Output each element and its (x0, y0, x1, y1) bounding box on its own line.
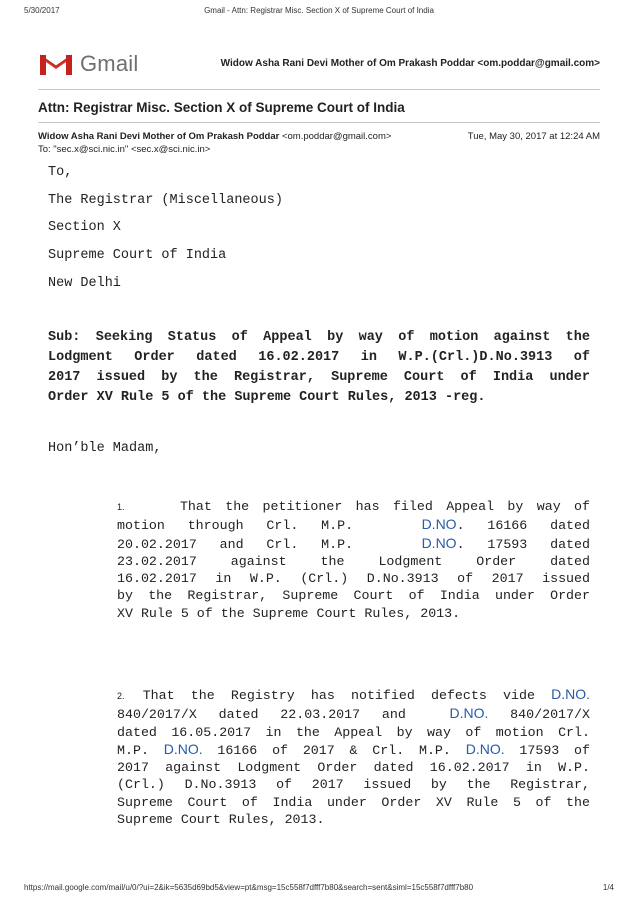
header-divider (38, 89, 600, 90)
paragraph-2 (117, 686, 590, 828)
account-line: Widow Asha Rani Devi Mother of Om Prakash Poddar <om.poddar@gmail.com> (220, 58, 600, 69)
dno-link[interactable]: D.NO (421, 516, 457, 533)
print-url: https://mail.google.com/mail/u/0/?ui=2&ik=5635d69bd5&view=pt&msg=15c558f7dfff7b80&search=sent&siml=15c558f7dfff7b80 (24, 883, 474, 892)
dno-link[interactable]: D.NO. (465, 740, 505, 757)
subject-statement-line: Sub: Seeking Status of Appeal by way of motion against the (48, 330, 590, 345)
paragraph-text: That the Registry has notified defects vide (142, 688, 535, 703)
paragraph-text: dated 16.05.2017 in the Appeal by way of motion Crl. (117, 724, 590, 740)
paragraph-text: 16.02.2017 in W.P. (Crl.) D.No.3913 of 2017 issued (117, 571, 590, 587)
subject-statement-line: Order XV Rule 5 of the Supreme Court Rules, 2013 -reg. (48, 390, 486, 405)
address-line: New Delhi (48, 276, 121, 291)
gmail-logo-text: Gmail (80, 51, 139, 76)
address-line: To, (48, 165, 73, 180)
sender (38, 131, 391, 142)
paragraph-number: 2. (117, 691, 125, 701)
dno-link[interactable]: D.NO (421, 534, 457, 551)
print-date: 5/30/2017 (24, 6, 60, 15)
subject-statement-line: 2017 issued by the Registrar, Supreme Court of India under (48, 370, 590, 385)
subject-statement-line: Lodgment Order dated 16.02.2017 in W.P.(Crl.)D.No.3913 of (48, 350, 590, 365)
sender-name: Widow Asha Rani Devi Mother of Om Prakash Poddar (38, 131, 280, 142)
message-date: Tue, May 30, 2017 at 12:24 AM (467, 131, 600, 142)
dno-link[interactable]: D.NO. (163, 740, 203, 757)
print-header (24, 6, 614, 20)
paragraph-text: M.P. (117, 742, 149, 758)
dno-link[interactable]: D.NO. (449, 705, 489, 722)
print-title: Gmail - Attn: Registrar Misc. Section X of Supreme Court of India (204, 6, 434, 15)
gmail-logo[interactable] (38, 49, 138, 79)
gmail-logo-icon (38, 51, 74, 77)
paragraph-text: 840/2017/X (488, 707, 590, 723)
subject-divider (38, 122, 600, 123)
paragraph-text: 840/2017/X dated 22.03.2017 and (117, 707, 406, 723)
address-line: Supreme Court of India (48, 248, 227, 263)
paragraph-text: Supreme Court of India under Order XV Rule 5 of the (117, 794, 590, 810)
print-footer (24, 883, 614, 895)
message-subject: Attn: Registrar Misc. Section X of Supreme Court of India (38, 100, 405, 115)
dno-link[interactable]: D.NO. (551, 686, 590, 702)
paragraph-text: Supreme Court Rules, 2013. (117, 812, 325, 828)
paragraph-text: 2017 against Lodgment Order dated 16.02.2017 in W.P. (117, 760, 590, 776)
message-recipient: To: "sec.x@sci.nic.in" <sec.x@sci.nic.in> (38, 144, 211, 155)
paragraph-text: 17593 of (504, 742, 591, 758)
paragraph-text: XV Rule 5 of the Supreme Court Rules, 2013. (117, 605, 461, 621)
paragraph-number: 1. (117, 502, 125, 512)
subject-statement (48, 328, 590, 408)
address-line: The Registrar (Miscellaneous) (48, 193, 283, 208)
paragraph-text: 16166 of 2017 & Crl. M.P. (202, 742, 451, 758)
paragraph-text: . 16166 dated (456, 518, 590, 534)
sender-email: <om.poddar@gmail.com> (281, 131, 392, 142)
paragraph-text: by the Registrar, Supreme Court of India under Order (117, 588, 590, 604)
paragraph-text: . 17593 dated (456, 536, 590, 552)
paragraph-text: motion through Crl. M.P. (117, 518, 354, 534)
paragraph-text: That the petitioner has filed Appeal by way of (179, 499, 590, 514)
paragraph-text: 23.02.2017 against the Lodgment Order dated (117, 553, 590, 569)
salutation: Hon’ble Madam, (48, 441, 162, 456)
paragraph-text: (Crl.) D.No.3913 of 2017 issued by the Registrar, (117, 777, 590, 793)
paragraph-text: 20.02.2017 and Crl. M.P. (117, 536, 354, 552)
page-number: 1/4 (602, 883, 614, 892)
address-line: Section X (48, 220, 121, 235)
message-sender-row (38, 131, 600, 142)
paragraph-1 (117, 498, 590, 622)
